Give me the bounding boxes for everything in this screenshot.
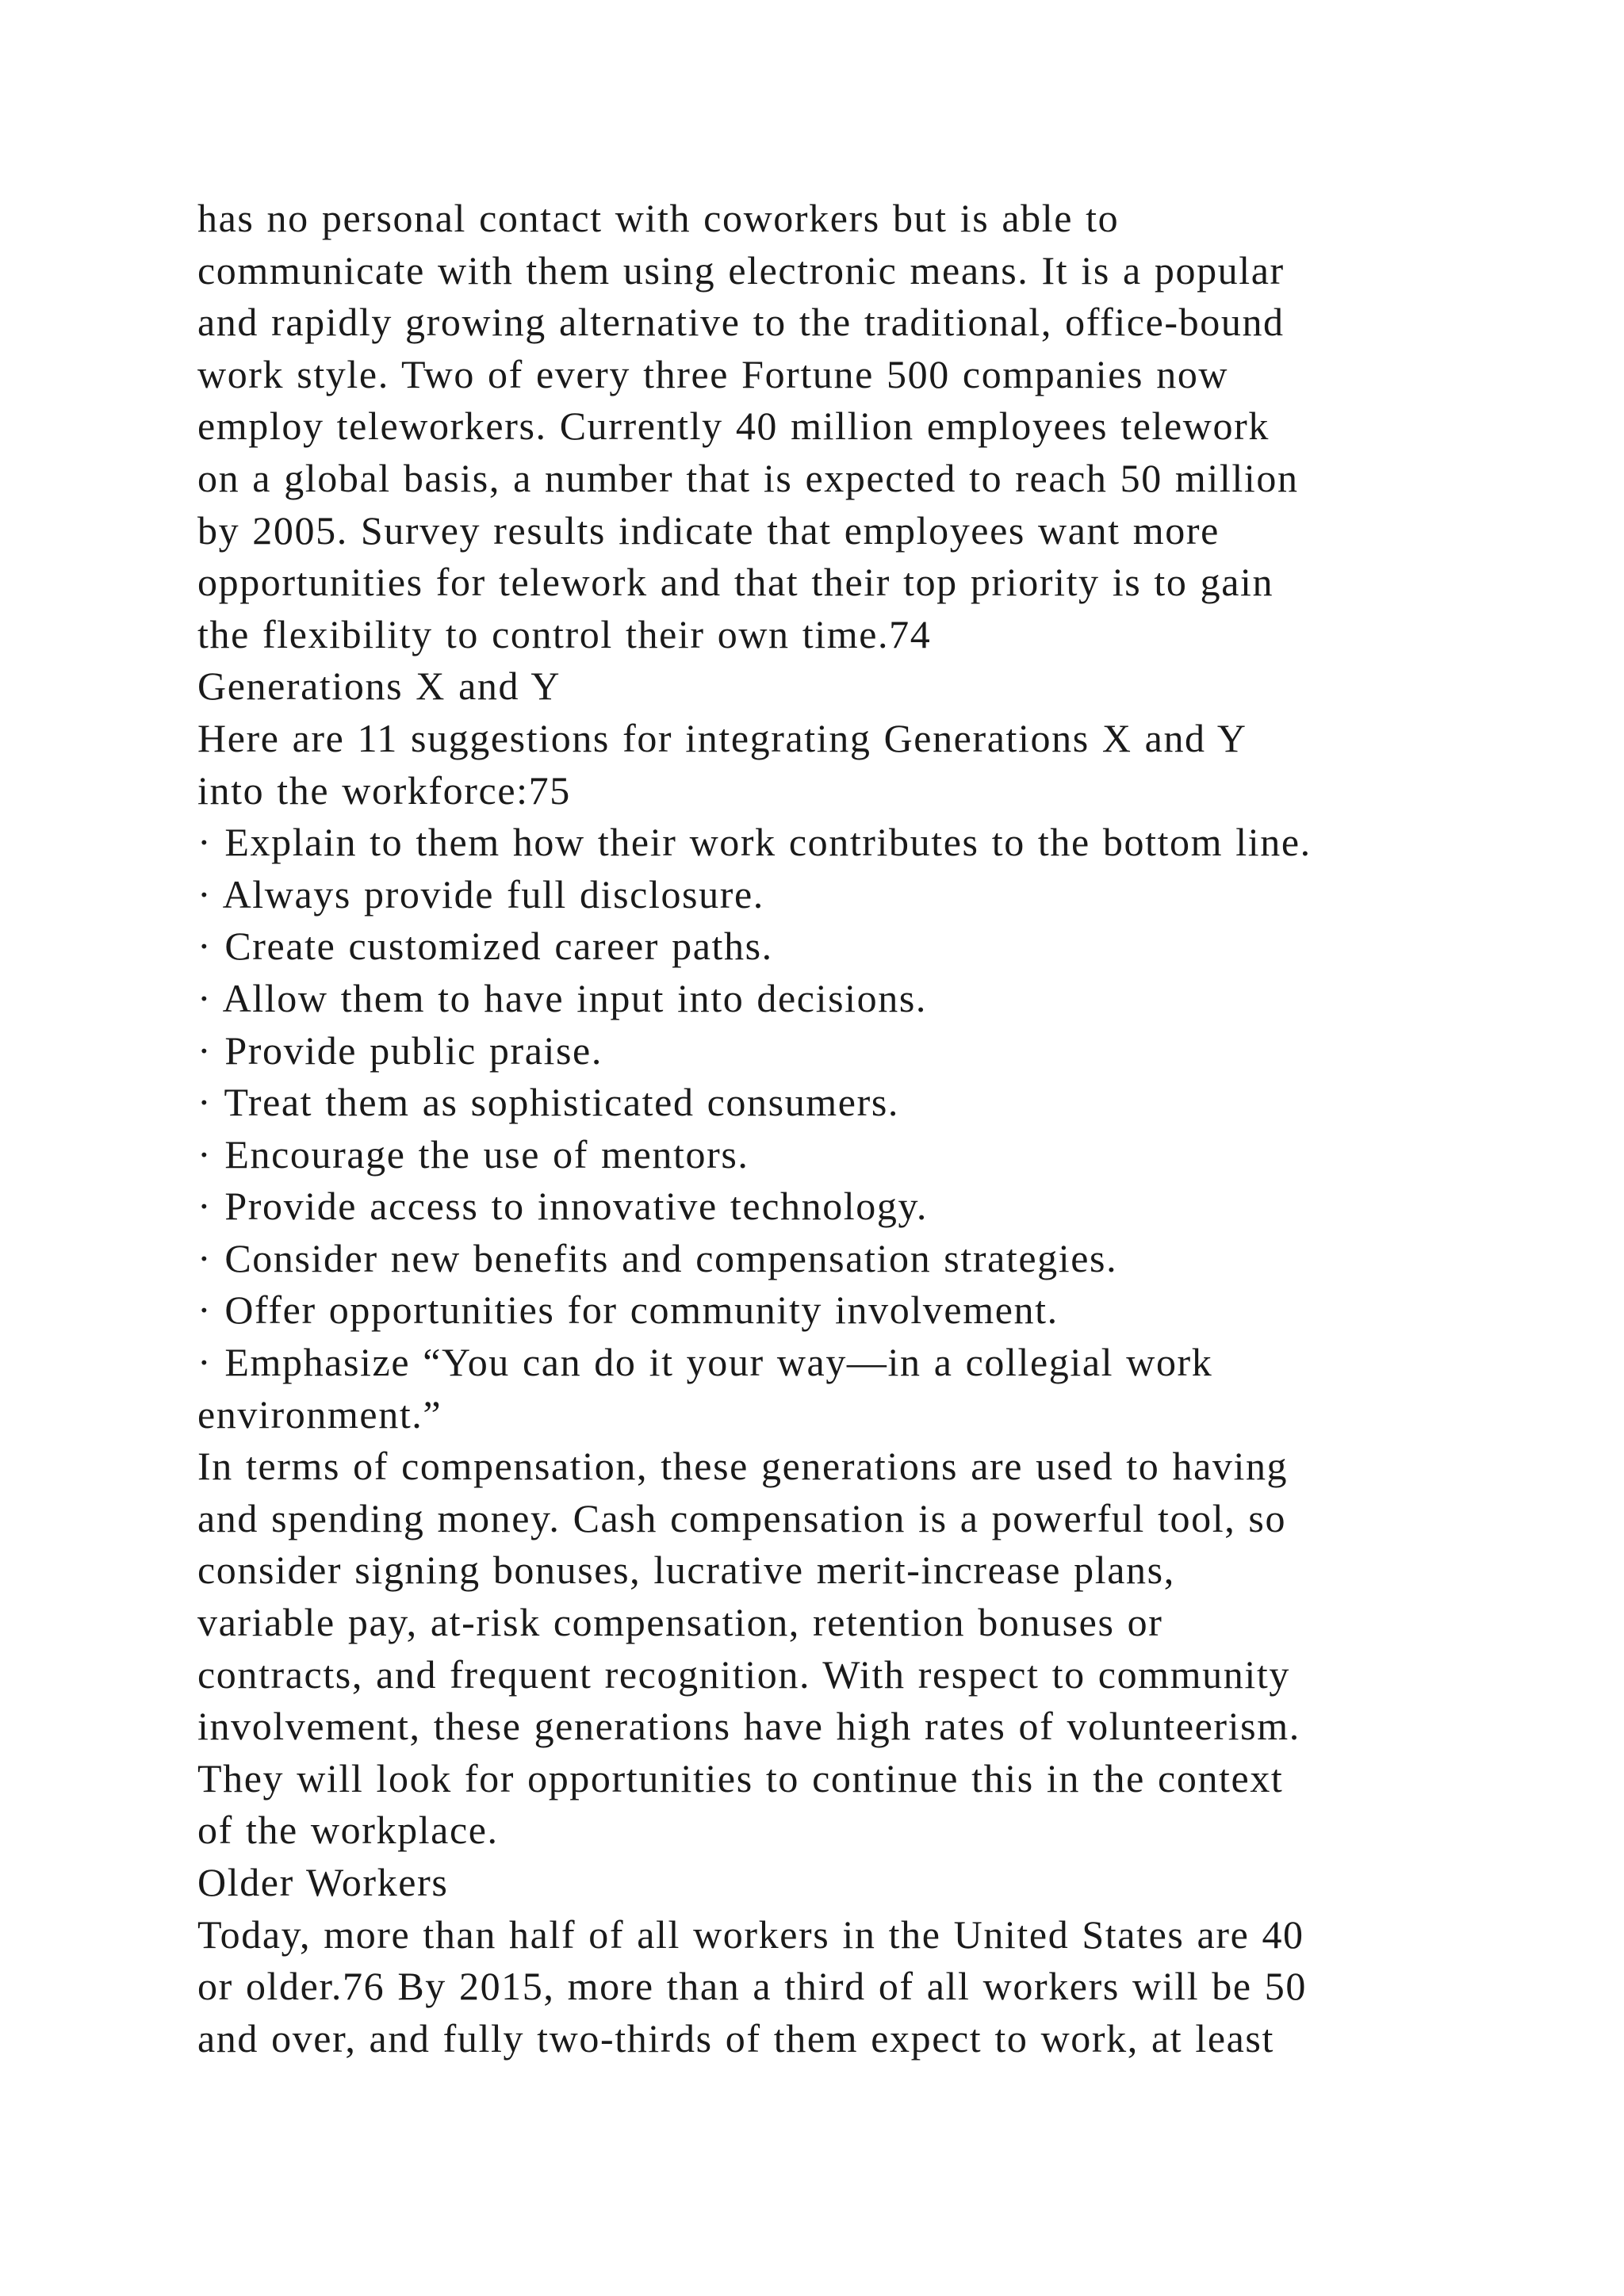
bullet-item: · Provide access to innovative technology. [197, 1184, 928, 1229]
paragraph-line: has no personal contact with coworkers but is able to [197, 196, 1120, 240]
paragraph-line: They will look for opportunities to continue this in the context [197, 1755, 1284, 1800]
bullet-item: · Encourage the use of mentors. [197, 1131, 749, 1177]
bullet-item: · Always provide full disclosure. [197, 871, 764, 916]
paragraph-line: of the workplace. [197, 1808, 499, 1853]
section-heading-generations: Generations X and Y [197, 664, 561, 709]
paragraph-line: by 2005. Survey results indicate that employees want more [197, 507, 1220, 553]
paragraph-line: Today, more than half of all workers in the United States are 40 [197, 1911, 1304, 1957]
paragraph-line: work style. Two of every three Fortune 500 companies now [197, 351, 1229, 396]
paragraph-line: opportunities for telework and that their top priority is to gain [197, 560, 1274, 605]
paragraph-line: involvement, these generations have high rates of volunteerism. [197, 1704, 1300, 1749]
bullet-item: · Allow them to have input into decisions. [197, 975, 927, 1020]
paragraph-line: and over, and fully two-thirds of them expect to work, at least [197, 2015, 1274, 2061]
paragraph-line: variable pay, at-risk compensation, retention bonuses or [197, 1600, 1163, 1645]
bullet-item: · Consider new benefits and compensation strategies. [197, 1235, 1118, 1280]
paragraph-line: Here are 11 suggestions for integrating Generations X and Y [197, 715, 1247, 760]
section-heading-older-workers: Older Workers [197, 1860, 449, 1904]
bullet-item: · Provide public praise. [197, 1027, 603, 1073]
bullet-item: · Explain to them how their work contributes to the bottom line. [197, 820, 1312, 865]
paragraph-line: In terms of compensation, these generations are used to having [197, 1444, 1289, 1489]
paragraph-line: and rapidly growing alternative to the traditional, office-bound [197, 300, 1285, 345]
paragraph-line: and spending money. Cash compensation is a powerful tool, so [197, 1495, 1287, 1540]
paragraph-line: or older.76 By 2015, more than a third of all workers will be 50 [197, 1964, 1307, 2009]
bullet-item: · Treat them as sophisticated consumers. [197, 1080, 899, 1125]
paragraph-line: into the workforce:75 [197, 767, 571, 813]
paragraph-line: the flexibility to control their own time.74 [197, 611, 932, 656]
paragraph-line: communicate with them using electronic means. It is a popular [197, 247, 1285, 293]
paragraph-line: consider signing bonuses, lucrative merit-increase plans, [197, 1548, 1175, 1593]
paragraph-line: contracts, and frequent recognition. With respect to community [197, 1651, 1290, 1697]
paragraph-line: employ teleworkers. Currently 40 million employees telework [197, 404, 1270, 449]
paragraph-line: on a global basis, a number that is expected to reach 50 million [197, 455, 1299, 500]
document-text [197, 193, 1466, 2064]
bullet-item-continuation: environment.” [197, 1391, 442, 1437]
bullet-item: · Offer opportunities for community involvement. [197, 1288, 1059, 1333]
bullet-item: · Emphasize “You can do it your way—in a collegial work [197, 1340, 1213, 1385]
bullet-item: · Create customized career paths. [197, 924, 773, 969]
